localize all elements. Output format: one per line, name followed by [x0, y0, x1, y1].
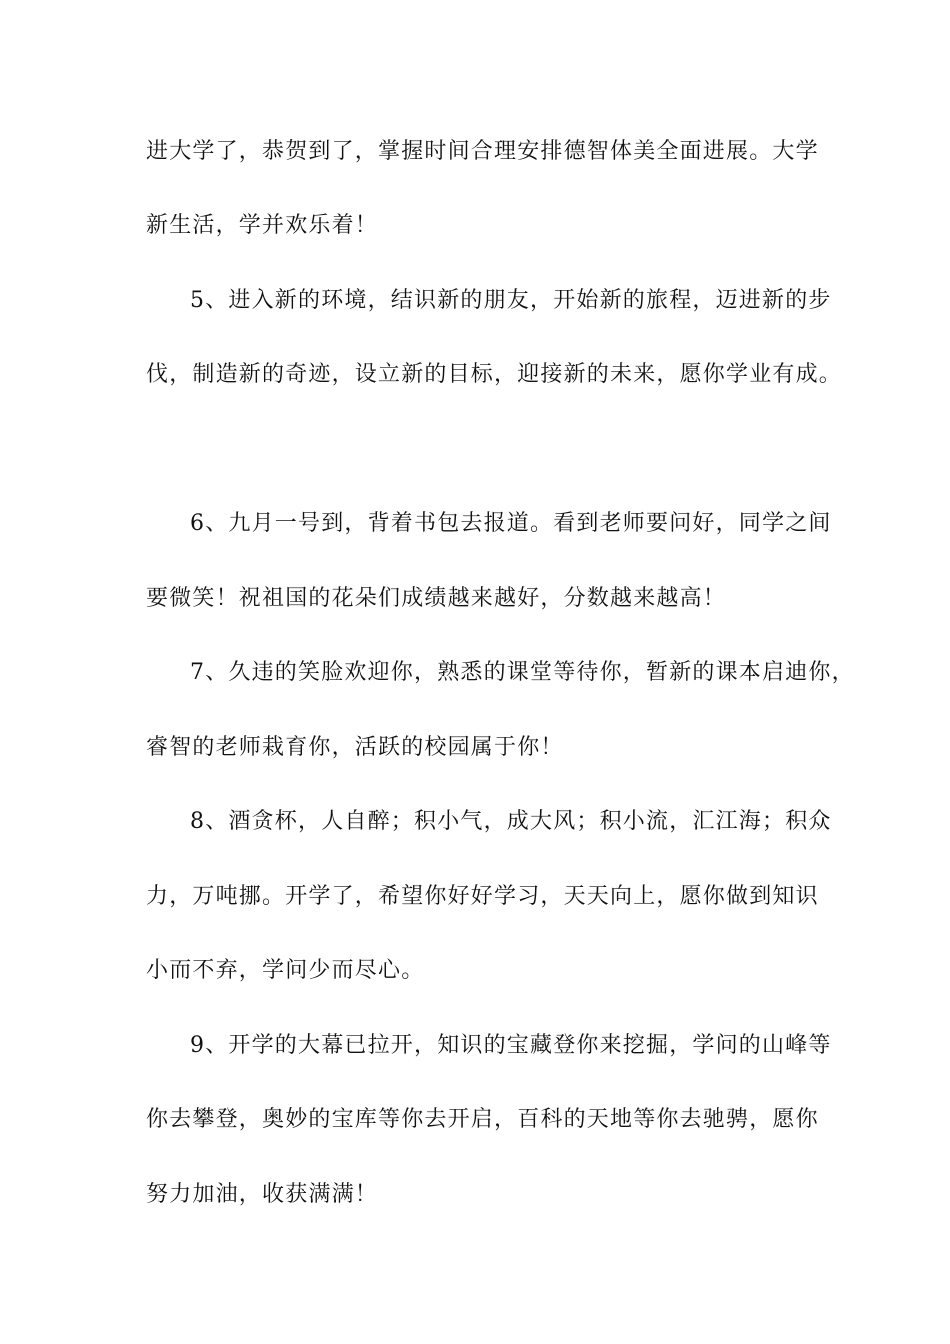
text-line: 8、酒贪杯，人自醉；积小气，成大风；积小流，汇江海；积众 — [190, 809, 832, 834]
text-line: 新生活，学并欢乐着！ — [146, 213, 379, 238]
text-line: 伐，制造新的奇迹，设立新的目标，迎接新的未来，愿你学业有成。 — [146, 362, 843, 387]
text-line: 5、进入新的环境，结识新的朋友，开始新的旅程，迈进新的步 — [190, 288, 832, 313]
text-line: 9、开学的大幕已拉开，知识的宝藏登你来挖掘，学问的山峰等 — [190, 1033, 832, 1058]
text-line: 力，万吨挪。开学了，希望你好好学习，天天向上，愿你做到知识 — [146, 884, 819, 909]
text-line: 6、九月一号到，背着书包去报道。看到老师要问好，同学之间 — [190, 511, 832, 536]
text-line: 要微笑！祝祖国的花朵们成绩越来越好，分数越来越高！ — [146, 586, 727, 611]
text-line: 进大学了，恭贺到了，掌握时间合理安排德智体美全面进展。大学 — [146, 139, 819, 164]
text-line: 睿智的老师栽育你，活跃的校园属于你！ — [146, 735, 564, 760]
text-line: 小而不弃，学问少而尽心。 — [146, 958, 425, 983]
text-line: 努力加油，收获满满！ — [146, 1182, 379, 1207]
text-line: 你去攀登，奥妙的宝库等你去开启，百科的天地等你去驰骋，愿你 — [146, 1107, 819, 1132]
text-line: 7、久违的笑脸欢迎你，熟悉的课堂等待你，暂新的课本启迪你， — [190, 660, 855, 685]
